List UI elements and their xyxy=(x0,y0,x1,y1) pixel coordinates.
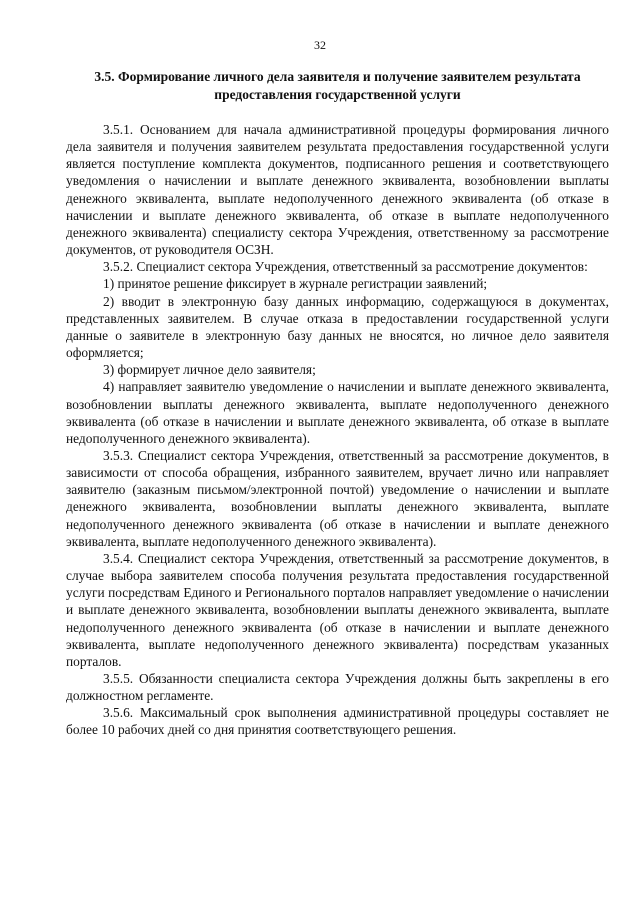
list-item-3: 3) формирует личное дело заявителя; xyxy=(103,362,316,378)
page-number: 32 xyxy=(314,38,326,52)
list-item-2: 2) вводит в электронную базу данных информацию, содержащуюся в документах, представленных заявителем. В случае отказа в предоставлении государственной услуги данные о заявителе в электронную базу данных не вносятся, но личное дело заявителя оформляется; xyxy=(66,293,609,361)
paragraph-3-5-6: 3.5.6. Максимальный срок выполнения административной процедуры составляет не более 10 рабочих дней со дня принятия соответствующего решения. xyxy=(66,705,609,738)
list-item-4: 4) направляет заявителю уведомление о начислении и выплате денежного эквивалента, возобновлении выплаты денежного эквивалента, выплате недополученного денежного эквивалента (об отказе в начислении и выплате денежного эквивалента, об отказе в выплате недополученного денежного эквивалента). xyxy=(66,379,609,446)
list-item-1: 1) принятое решение фиксирует в журнале регистрации заявлений; xyxy=(103,276,488,292)
paragraph-3-5-2: 3.5.2. Специалист сектора Учреждения, ответственный за рассмотрение документов: xyxy=(103,259,588,275)
paragraph-3-5-1: 3.5.1. Основанием для начала административной процедуры формирования личного дела заявителя и получения заявителем результата предоставления государственной услуги является поступление комплекта документов, подписанного решения и соответствующего уведомления о начислении и выплате денежного эквивалента, возобновлении выплаты денежного эквивалента, выплате недополученного денежного эквивалента (об отказе в начислении и выплате денежного эквивалента, об отказе в выплате недополученного денежного эквивалента) специалисту сектора Учреждения, ответственному за рассмотрение документов, от руководителя ОСЗН. xyxy=(66,122,609,258)
section-heading: 3.5. Формирование личного дела заявителя и получение заявителем результата предоставления государственной услуги xyxy=(94,69,581,102)
paragraph-3-5-3: 3.5.3. Специалист сектора Учреждения, ответственный за рассмотрение документов, в зависимости от способа обращения, избранного заявителем, вручает лично или направляет заявителю (заказным письмом/электронной почтой) уведомление о начислении и выплате денежного эквивалента, возобновлении выплаты денежного эквивалента, выплате недополученного денежного эквивалента (об отказе в начислении и выплате денежного эквивалента, выплате недополученного денежного эквивалента). xyxy=(66,447,609,549)
paragraph-3-5-4: 3.5.4. Специалист сектора Учреждения, ответственный за рассмотрение документов, в случае выбора заявителем способа получения результата предоставления государственной услуги посредствам Единого и Регионального порталов направляет уведомление о начислении и выплате денежного эквивалента, возобновлении выплаты денежного эквивалента, выплате недополученного денежного эквивалента (об отказе в начислении и выплате денежного эквивалента, выплате недополученного денежного эквивалента) посредствам указанных порталов. xyxy=(66,550,609,669)
section-body xyxy=(66,121,609,739)
paragraph-3-5-5: 3.5.5. Обязанности специалиста сектора Учреждения должны быть закреплены в его должностном регламенте. xyxy=(66,671,609,704)
